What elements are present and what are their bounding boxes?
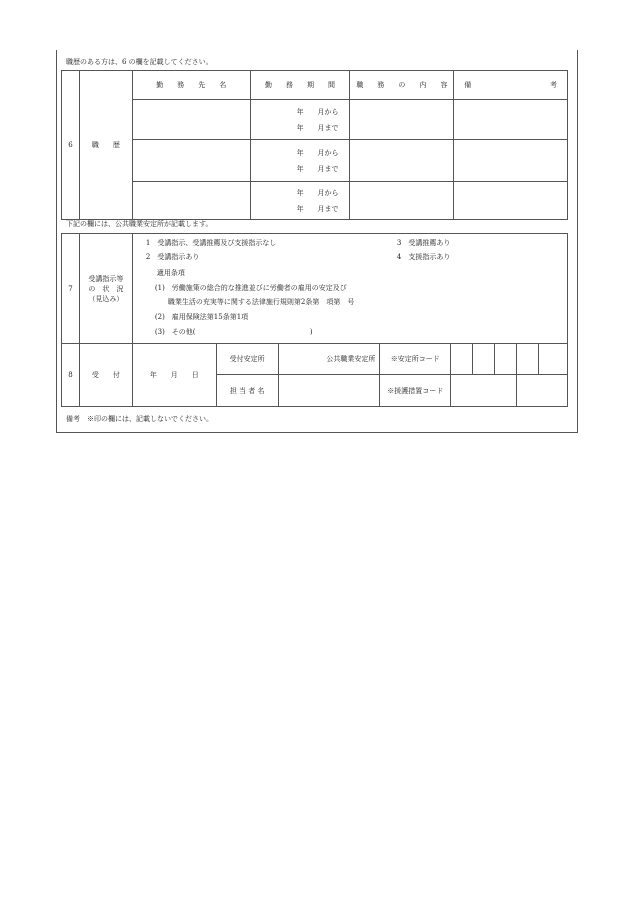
career-table — [61, 70, 568, 220]
office-code-box-1[interactable] — [451, 344, 473, 375]
header-remarks — [454, 71, 568, 100]
duties-cell-1[interactable] — [350, 100, 454, 140]
clause-1b: 職業生活の充実等に関する法律施行規則第2条第 項第 号 — [167, 298, 355, 306]
employer-cell-1[interactable] — [132, 100, 250, 140]
receipt-date[interactable]: 年 月 日 — [132, 344, 216, 407]
section7-label-3: （見込み） — [88, 294, 124, 303]
support-code-box-2[interactable] — [517, 375, 568, 407]
career-note: 職歴のある方は、6 の欄を記載してください。 — [66, 58, 213, 66]
staff-name-field[interactable] — [278, 375, 380, 407]
duties-cell-3[interactable] — [350, 182, 454, 220]
office-label: 受付安定所 — [216, 344, 278, 375]
office-code-box-2[interactable] — [473, 344, 495, 375]
support-code-box-1[interactable] — [451, 375, 517, 407]
employer-cell-3[interactable] — [132, 182, 250, 220]
support-code-label: ※援護措置コード — [380, 375, 451, 407]
remarks-cell-3[interactable] — [454, 182, 568, 220]
section7-content — [132, 234, 567, 344]
header-remarks-1: 備 — [464, 81, 472, 89]
office-suffix: 公共職業安定所 — [326, 355, 376, 363]
clause-2: (2) 雇用保険法第15条第1項 — [154, 313, 249, 321]
option-3[interactable]: 3 受講推薦あり — [396, 239, 451, 247]
office-code-box-3[interactable] — [495, 344, 517, 375]
section6-number: 6 — [62, 71, 80, 220]
header-remarks-2: 考 — [550, 81, 557, 89]
header-employer: 勤 務 先 名 — [132, 71, 250, 100]
period-to-3: 年 月まで — [296, 204, 339, 213]
period-cell-2[interactable] — [250, 140, 350, 182]
header-duties: 職 務 の 内 容 — [350, 71, 454, 100]
period-to-1: 年 月まで — [296, 123, 339, 132]
remarks-note: 備考 ※印の欄には、記載しないでください。 — [66, 415, 213, 423]
section7-number: 7 — [62, 234, 80, 344]
period-cell-3[interactable] — [250, 182, 350, 220]
section7-label-2: の 状 況 — [88, 284, 124, 293]
staff-label: 担 当 者 名 — [216, 375, 278, 407]
clause-1a: (1) 労働施策の総合的な推進並びに労働者の雇用の安定及び — [154, 284, 347, 292]
section8-label: 受 付 — [79, 344, 132, 407]
option-2[interactable]: 2 受講指示あり — [145, 253, 200, 261]
duties-cell-2[interactable] — [350, 140, 454, 182]
period-cell-1[interactable] — [250, 100, 350, 140]
option-4[interactable]: 4 支援指示あり — [396, 253, 451, 261]
period-to-2: 年 月まで — [296, 164, 339, 173]
office-code-label: ※安定所コード — [380, 344, 451, 375]
section6-label: 職 歴 — [79, 71, 132, 220]
remarks-cell-1[interactable] — [454, 100, 568, 140]
header-period: 勤 務 期 間 — [250, 71, 350, 100]
office-name-field[interactable] — [278, 344, 380, 375]
option-1[interactable]: 1 受講指示、受講推薦及び支援指示なし — [145, 239, 277, 247]
clause-3: (3) その他( — [154, 328, 196, 336]
office-note: 下記の欄には、公共職業安定所が記載します。 — [66, 220, 213, 228]
remarks-cell-2[interactable] — [454, 140, 568, 182]
office-table — [61, 233, 568, 407]
section7-label-1: 受講指示等 — [88, 274, 124, 283]
employer-cell-2[interactable] — [132, 140, 250, 182]
section7-label — [79, 234, 132, 344]
period-from-1: 年 月から — [296, 107, 339, 116]
applicable-clause-label: 適用条項 — [156, 269, 185, 277]
clause-3-close: ) — [309, 328, 313, 336]
office-code-box-4[interactable] — [517, 344, 539, 375]
period-from-3: 年 月から — [296, 188, 339, 197]
section8-number: 8 — [62, 344, 80, 407]
office-code-box-5[interactable] — [538, 344, 567, 375]
period-from-2: 年 月から — [296, 148, 339, 157]
